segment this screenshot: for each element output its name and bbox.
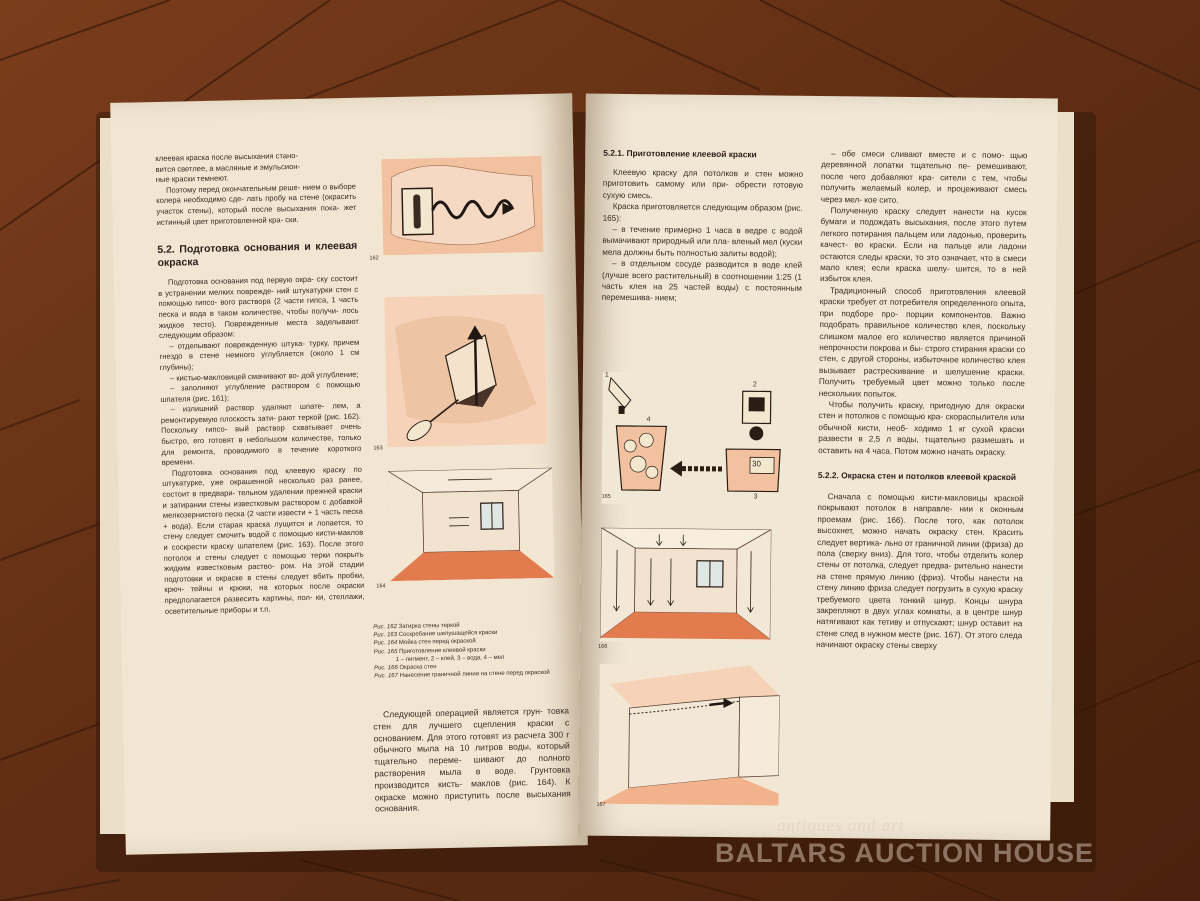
paragraph: Сначала с помощью кисти-макловицы краской покрывают потолок в направле- нии к оконным проемам (рис. 166). После того, как потолок высохнет, можно начать окраску стен. Красить следует вертика- льно от граничной линии (фриза) до пола (сверху вниз). Для того, чтобы отделить колер стены от потолка, следует предва- рительно нанести на стене прямую линию (фриз). Чтобы нанести на стену линию фриза следует погрузить в сухую краску требуемого цвета тонкий шнур. Концы шнура закрепляют в двух углах комнаты, а в центре шнур натягивают как тетиву и отпускают; шнур оставит на стене след в нужном месте (рис. 167). От этого следа начинают окраску стены сверху — [816, 492, 1024, 651]
figure-163 — [384, 294, 547, 447]
figure-number: 166 — [598, 643, 608, 650]
paragraph: Традиционный способ приготовления клеевой краски требует от потребителя определенного опыта, при подборе про- порции компонентов. Важно подобрать правильное количество клея, поскольку слишком малое его количество является причиной непрочности покрова и бы- строго стирания краски со стен, с другой стороны, избыточное количество клея вызывает растрескивание и шелушение краски. Получить требуемый цвет можно только после нескольких попыток. — [818, 285, 1026, 399]
left-text-column-bottom — [373, 705, 571, 815]
caption-text: Приготовление клеевой краски — [399, 646, 486, 655]
paragraph: Подготовка основания под клеевую краску по штукатурке, уже окрашенной несколько раз ранее, состоит в предвари- тельном удалении прежней краски и затирании стены известковым раствором с добавкой мелкозернистого песка (2 части извести + 1 часть песка + вода). Если старая краска лущится и лопается, то стену следует смочить водой с помощью кисти-маклов и соскрести краску шпателем (рис. 163). После этого потолок и стены следует с помощью терки покрыть жидким известковым раство- ром. На этой стадии подготовки и окраске в стены следует вбить пробки, крюч- тейны и крюки, на которых после окраски предполагается развесить картины, пол- ки, стеллажи, осветительные приборы и т.п. — [162, 464, 365, 616]
trowel-spiral-illustration — [381, 156, 543, 255]
text-line: вится светлее, а масляные и эмульсион- — [155, 161, 301, 174]
list-item: – заполняют углубление раствором с помощью шпателя (рис. 161); — [160, 379, 361, 404]
caption-text: Соскребание шелушащейся краски — [398, 630, 498, 639]
figure-162 — [381, 156, 543, 255]
left-text-column-upper — [155, 150, 365, 617]
list-item: – обе смеси сливают вместе и с помо- щью деревянной лопатки тщательно пе- ремешивают, после чего добавляют кра- сители с тем, чтобы получить желаемый колер, и процеживают смесь через мел- кое сито. — [820, 149, 1028, 205]
figure-captions — [373, 619, 570, 681]
paragraph: Краска приготовляется следующим образом (рис. 165): — [602, 202, 803, 223]
label-3: 3 — [753, 493, 758, 501]
paragraph: Подготовка основания под первую окра- ску состоит в устранении мелких поврежде- ний штукатурки стен с помощью гипсо- вого раствора (2 части гипса, 1 часть песка и вода в таком количестве, чтобы получи- лось жидкое тесто). Поврежденные места заделывают следующим образом: — [158, 273, 359, 341]
label-1: 1 — [604, 371, 609, 379]
scraping-paint-illustration — [384, 294, 547, 447]
list-item: – в течение примерно 1 часа в ведре с водой вымачивают природный или пла- вленый мел (куски мела должны быть полностью залиты водой); — [602, 224, 803, 259]
paragraph: Следующей операцией является грун- товка стен для лучшего сцепления краски с основанием. Для этого готовят из расчета 300 г обычного мыла на 10 литров воды, который тщательно переме- шивают до полного растворения мыла в воде. Грунтовка производится кисть- маклов (рис. 164). К окраске можно приступить после высыхания основания. — [373, 705, 571, 814]
caption-text: Окраска стен — [399, 664, 437, 672]
frieze-line-illustration — [598, 664, 779, 806]
watermark-subtitle: antiques and art — [777, 816, 905, 835]
list-item: – кистью-макловицей смачивают во- дой углубление; — [169, 369, 359, 383]
text-line: клеевая краска после высыхания стано- — [155, 150, 299, 163]
list-item: – отделывают поврежденную штука- турку, причем гнездо в стене немного углубляется (около 1 см глубины); — [159, 337, 360, 372]
watermark-title: BALTARS AUCTION HOUSE — [715, 838, 1094, 868]
caption-label: Рис. 167 — [374, 673, 398, 680]
list-item: – в отдельном сосуде разводится в воде клей (лучше всего растительный) в соотношении 1:25 (1 часть клея на 25 частей воды) с постоянным перемешива- нием; — [601, 259, 803, 303]
left-page — [110, 93, 588, 855]
caption-label: Рис. 163 — [373, 632, 398, 639]
list-item: – излишний раствор удаляют шпате- лем, а ремонтируемую плоскость зати- рают теркой (рис. 162). Поскольку гипсо- вый раствор схватывает очень быстро, его готовят в небольшом количестве, только для ремонта, проводимого в течение короткого времени. — [160, 401, 362, 468]
label-2: 2 — [752, 381, 757, 389]
figure-number: 167 — [596, 801, 606, 808]
figure-number: 163 — [373, 445, 383, 452]
section-title: 5.2. Подготовка основания и клеевая окраска — [157, 239, 358, 270]
caption-label: Рис. 162 — [373, 624, 397, 631]
label-4: 4 — [646, 416, 651, 424]
caption-label: Рис. 166 — [374, 665, 398, 672]
paragraph: Поэтому перед окончательным реше- нием о выборе колера необходимо сде- лать пробу на стене (окрасить участок стены), который после высыхания пока- жет истинный цвет приготовленной кра- ски. — [156, 181, 357, 227]
paint-mixing-illustration — [602, 372, 793, 506]
subsection-title: 5.2.2. Окраска стен и потолков клеевой краской — [817, 469, 1017, 483]
right-page — [578, 94, 1058, 841]
right-text-column-2 — [816, 148, 1027, 653]
figure-164 — [388, 468, 554, 581]
paragraph: Клеевую краску для потолков и стен можно приготовить самому или при- обрести готовую сухую смесь. — [602, 167, 804, 201]
figure-167 — [598, 664, 779, 806]
figure-number: 162 — [369, 255, 379, 262]
paragraph: Полученную краску следует нанести на кусок бумаги и подождать высыхания, после этого путем легкого потирания пальцем или ладонью, проверить качест- во краски. Если на пальце или ладони остаются следы краски, то это означает, что в смеси мало клея; если краска шелу- шится, то в ней избыток клея. — [819, 206, 1027, 285]
paragraph: Чтобы получить краску, пригодную для окраски стен и потолков с помощью кра- скораспылителя или обычной кисти, необ- ходимо 1 кг сухой краски развести в 2,5 л воды, тщательно размешать и оставить на 4 часа. Потом можно начать окраску. — [818, 400, 1025, 457]
figure-number: 165 — [601, 493, 611, 500]
caption-text: Мойка стен перед окраской — [398, 638, 476, 647]
caption-text: Нанесение граничной линии на стене перед окраской — [399, 670, 550, 680]
bag-label: 30 — [751, 459, 761, 469]
caption-label: Рис. 164 — [373, 640, 398, 647]
text-line: ные краски темнеют. — [155, 173, 229, 185]
subsection-title: 5.2.1. Приготовление клеевой краски — [603, 147, 757, 160]
figure-number: 164 — [376, 583, 386, 590]
caption-text: Затирка стены теркой — [398, 622, 460, 630]
ceiling-paint-illustration — [600, 528, 771, 644]
figure-165 — [602, 372, 793, 506]
auction-watermark — [715, 814, 1135, 884]
caption-label: Рис. 165 — [373, 648, 398, 656]
right-text-column-1 — [602, 148, 804, 306]
room-walls-illustration — [388, 468, 554, 581]
figure-166 — [600, 528, 771, 644]
caption-text: 1 – пигмент, 2 – клей, 3 – вода, 4 – мел — [395, 654, 505, 663]
